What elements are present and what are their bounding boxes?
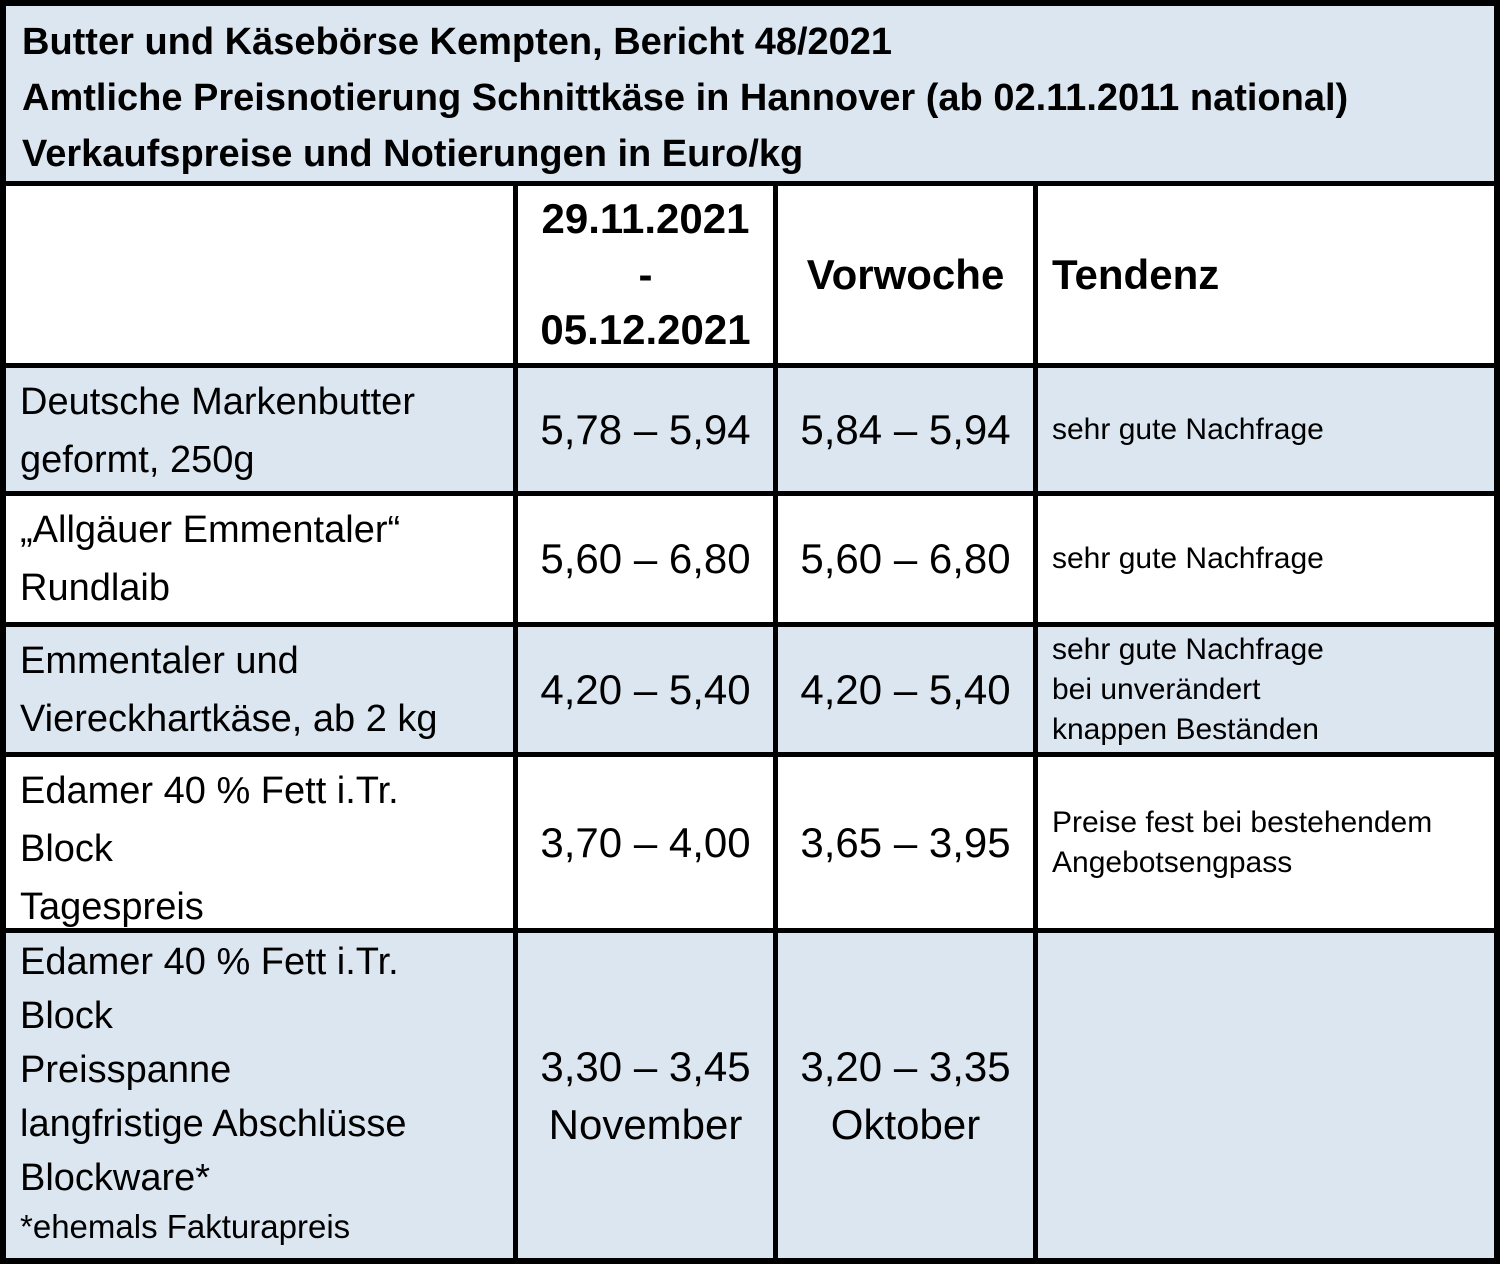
price-cell [518, 368, 778, 496]
previous-week-value: 5,60 – 6,80 [800, 535, 1011, 582]
product-line: Tagespreis [20, 886, 204, 928]
product-line: geformt, 250g [20, 439, 255, 481]
product-line: „Allgäuer Emmentaler“ [20, 509, 401, 551]
product-line: Deutsche Markenbutter [20, 381, 415, 423]
col-header-period [518, 186, 778, 368]
previous-week-cell [778, 933, 1038, 1258]
period-dash: - [638, 250, 653, 298]
col-header-vorwoche [778, 186, 1038, 368]
trend-cell [1038, 496, 1494, 627]
trend-line: Angebotsengpass [1052, 845, 1293, 879]
trend-line: sehr gute Nachfrage [1052, 412, 1324, 446]
report-title: Butter und Käsebörse Kempten, Bericht 48/2021 [22, 21, 893, 63]
price-cell [518, 496, 778, 627]
previous-week-value: 5,84 – 5,94 [800, 405, 1011, 453]
trend-cell [1038, 757, 1494, 933]
price-cell [518, 757, 778, 933]
trend-line: sehr gute Nachfrage [1052, 632, 1324, 666]
previous-week-value: 4,20 – 5,40 [800, 665, 1011, 713]
price-value: 5,78 – 5,94 [540, 405, 751, 453]
price-value: 5,60 – 6,80 [540, 535, 751, 582]
previous-week-cell [778, 496, 1038, 627]
price-value: 3,30 – 3,45 [540, 1042, 751, 1090]
trend-line: bei unverändert [1052, 672, 1261, 706]
previous-week-cell [778, 627, 1038, 757]
report-units-line: Verkaufspreise und Notierungen in Euro/kg [22, 133, 804, 175]
price-cell [518, 627, 778, 757]
col-header-tendenz-label: Tendenz [1052, 250, 1220, 298]
previous-week-cell [778, 757, 1038, 933]
trend-cell [1038, 627, 1494, 757]
trend-cell [1038, 368, 1494, 496]
product-line: Edamer 40 % Fett i.Tr. [20, 770, 399, 812]
previous-week-period-note: Oktober [830, 1100, 981, 1148]
price-cell [518, 933, 778, 1258]
product-footnote: *ehemals Fakturapreis [20, 1208, 351, 1245]
trend-line: sehr gute Nachfrage [1052, 542, 1324, 575]
trend-line: Preise fest bei bestehendem [1052, 805, 1433, 839]
report-subtitle: Amtliche Preisnotierung Schnittkäse in Hannover (ab 02.11.2011 national) [22, 77, 1349, 119]
price-table [6, 186, 1494, 1258]
previous-week-value: 3,20 – 3,35 [800, 1042, 1011, 1090]
trend-cell [1038, 933, 1494, 1258]
product-line: Emmentaler und [20, 640, 299, 682]
product-line: langfristige Abschlüsse [20, 1103, 407, 1145]
report-header [6, 6, 1494, 186]
col-header-tendenz [1038, 186, 1494, 368]
product-line: Rundlaib [20, 567, 170, 609]
trend-line: knappen Beständen [1052, 712, 1319, 746]
product-cell [6, 933, 518, 1258]
price-value: 3,70 – 4,00 [540, 818, 751, 866]
product-line: Preisspanne [20, 1049, 232, 1091]
product-line: Block [20, 995, 113, 1037]
col-header-product [6, 186, 518, 368]
product-line: Blockware* [20, 1157, 211, 1199]
product-cell [6, 627, 518, 757]
previous-week-cell [778, 368, 1038, 496]
period-from: 29.11.2021 [541, 194, 750, 242]
product-line: Block [20, 828, 113, 870]
product-line: Viereckhartkäse, ab 2 kg [20, 698, 438, 740]
product-cell [6, 496, 518, 627]
price-period-note: November [548, 1100, 743, 1148]
period-to: 05.12.2021 [540, 306, 751, 354]
product-cell [6, 757, 518, 933]
col-header-vorwoche-label: Vorwoche [806, 250, 1005, 298]
previous-week-value: 3,65 – 3,95 [800, 818, 1011, 866]
product-line: Edamer 40 % Fett i.Tr. [20, 941, 399, 983]
price-value: 4,20 – 5,40 [540, 665, 751, 713]
product-cell [6, 368, 518, 496]
